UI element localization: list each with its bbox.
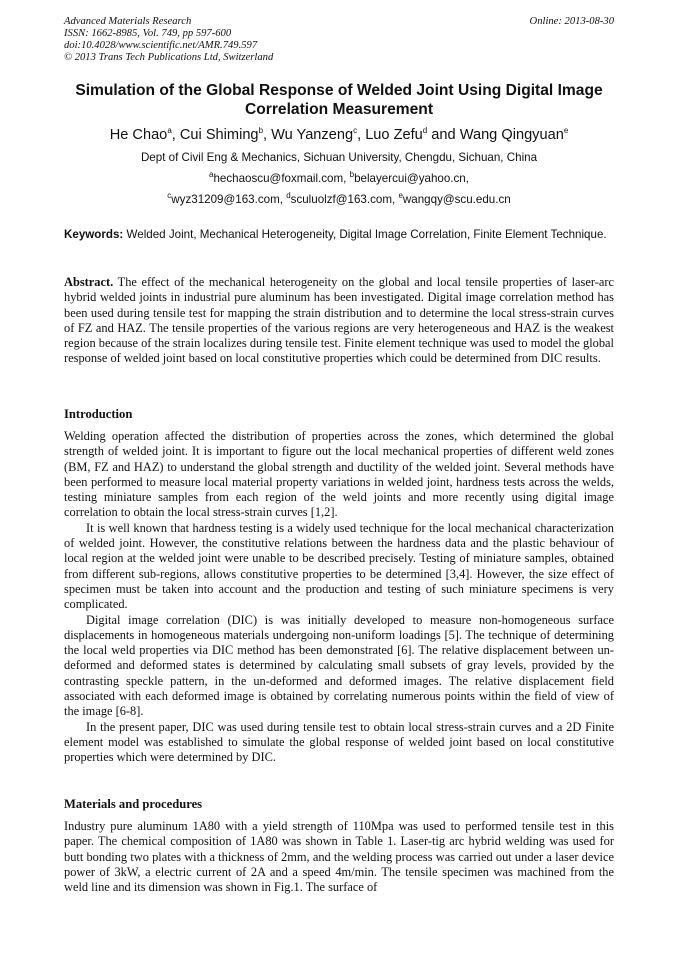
paragraph: Digital image correlation (DIC) is was initially developed to measure non-homogeneous surface displacements in homogeneous materials undergoing non-uniform loadings [5]. The technique of determining the local weld properties via DIC method has been demonstrated [6]. The relative displacement between un-deformed and deformed states is determined by calculating small subsets of gray levels, provided by the contrasting speckle pattern, in the un-deformed and deformed images. The relative displacement field associated with each deformed image is obtained by correlating numerous points within the field of view of the image [6-8].	[64, 612, 614, 719]
email-line-1: $^a$hechaoscu@foxmail.com, $^b$belayercui@yahoo.cn,	[209, 170, 469, 185]
section-heading-introduction: Introduction	[64, 407, 133, 421]
email-c: wyz31209@163.com,	[171, 193, 283, 206]
author-mark: e	[563, 126, 569, 136]
abstract-text: The effect of the mechanical heterogeneity on the global and local tensile properties of laser-arc hybrid welded joints in industrial pure aluminum has been investigated. Digital image correlation method has been used during tensile test for mapping the strain distribution and to determine the local stress-strain curves of FZ and HAZ. The tensile properties of the various regions are very heterogeneous and HAZ is the weakest region because of the strain localizes during tensile test. Finite element technique was used to model the global response of welded joint based on local constitutive properties which could be determined from DIC results.	[64, 275, 614, 366]
journal-name: Advanced Materials Research	[64, 16, 192, 27]
introduction-body	[64, 429, 614, 766]
author-name: Luo Zefu	[365, 127, 423, 143]
affiliation: Dept of Civil Eng & Mechanics, Sichuan University, Chengdu, Sichuan, China	[140, 151, 538, 164]
author-mark: b	[258, 126, 264, 136]
author-mark: a	[167, 126, 172, 136]
doi-line: doi:10.4028/www.scientific.net/AMR.749.597	[64, 40, 258, 51]
paragraph: It is well known that hardness testing is a widely used technique for the local mechanical characterization of welded joint. However, the constitutive relations between the hardness data and the plastic behaviour of local region at the welded joint were unable to be described precisely. Testing of miniature samples, obtained from different sub-regions, allows constitutive properties to be determined [3,4]. However, the size effect of specimen must be taken into account and the production and testing of such miniature specimens is very complicated.	[64, 520, 614, 612]
issn-line: ISSN: 1662-8985, Vol. 749, pp 597-600	[64, 28, 232, 39]
author-name: Wu Yanzeng	[271, 127, 354, 143]
keywords	[64, 227, 614, 242]
email-d: sculuolzf@163.com,	[290, 193, 396, 206]
keywords-text: Welded Joint, Mechanical Heterogeneity, Digital Image Correlation, Finite Element Technique.	[126, 228, 607, 241]
email-line-2: $^c$wyz31209@163.com, $^d$sculuolzf@163.com, $^e$wangqy@scu.edu.cn	[167, 191, 511, 206]
author-mark: c	[353, 126, 358, 136]
author-name: Cui Shiming	[179, 127, 259, 143]
author-list: He Chao$^a$, Cui Shiming$^b$, Wu Yanzeng$^c$, Luo Zefu$^d$ and Wang Qingyuan$^e$	[109, 126, 569, 143]
email-b: belayercui@yahoo.cn,	[354, 172, 469, 185]
running-header	[64, 16, 614, 64]
author-name: Wang Qingyuan	[459, 127, 564, 143]
paragraph: In the present paper, DIC was used during tensile test to obtain local stress-strain curves and a 2D Finite element model was established to simulate the global response of welded joint based on local constitutive properties which were determined by DIC.	[64, 719, 614, 765]
author-name: He Chao	[109, 127, 168, 143]
author-mark: d	[422, 126, 428, 136]
paper-title: Simulation of the Global Response of Welded Joint Using Digital Image Correlation Measurement	[75, 82, 603, 118]
online-date: Online: 2013-08-30	[529, 16, 614, 27]
section-heading-materials: Materials and procedures	[64, 797, 203, 811]
paragraph: Industry pure aluminum 1A80 with a yield strength of 110Mpa was used to performed tensile test in this paper. The chemical composition of 1A80 was shown in Table 1. Laser-tig arc hybrid welding was used for butt bonding two plates with a thickness of 2mm, and the welding process was carried out under a laser device power of 3kW, a electric current of 2A and a speed 4m/min. The tensile specimen was machined from the weld line and its dimension was shown in Fig.1. The surface of	[64, 819, 614, 895]
abstract-label: Abstract.	[64, 275, 114, 289]
abstract	[64, 275, 614, 367]
email-e: wangqy@scu.edu.cn	[402, 193, 511, 206]
copyright-line: © 2013 Trans Tech Publications Ltd, Switzerland	[64, 52, 274, 63]
materials-body	[64, 819, 614, 895]
keywords-label: Keywords:	[64, 228, 124, 241]
email-a: hechaoscu@foxmail.com,	[213, 172, 347, 185]
paragraph: Welding operation affected the distribution of properties across the zones, which determined the global strength of welded joint. It is important to figure out the local mechanical properties of different weld zones (BM, FZ and HAZ) to understand the global strength and ductility of the welded joint. Several methods have been performed to measure local material property variations in welded joint, hardness tests across the welds, testing miniature samples from each region of the weld joints and more recently using digital image correlation to obtain the local stress-strain curves [1,2].	[64, 429, 614, 520]
